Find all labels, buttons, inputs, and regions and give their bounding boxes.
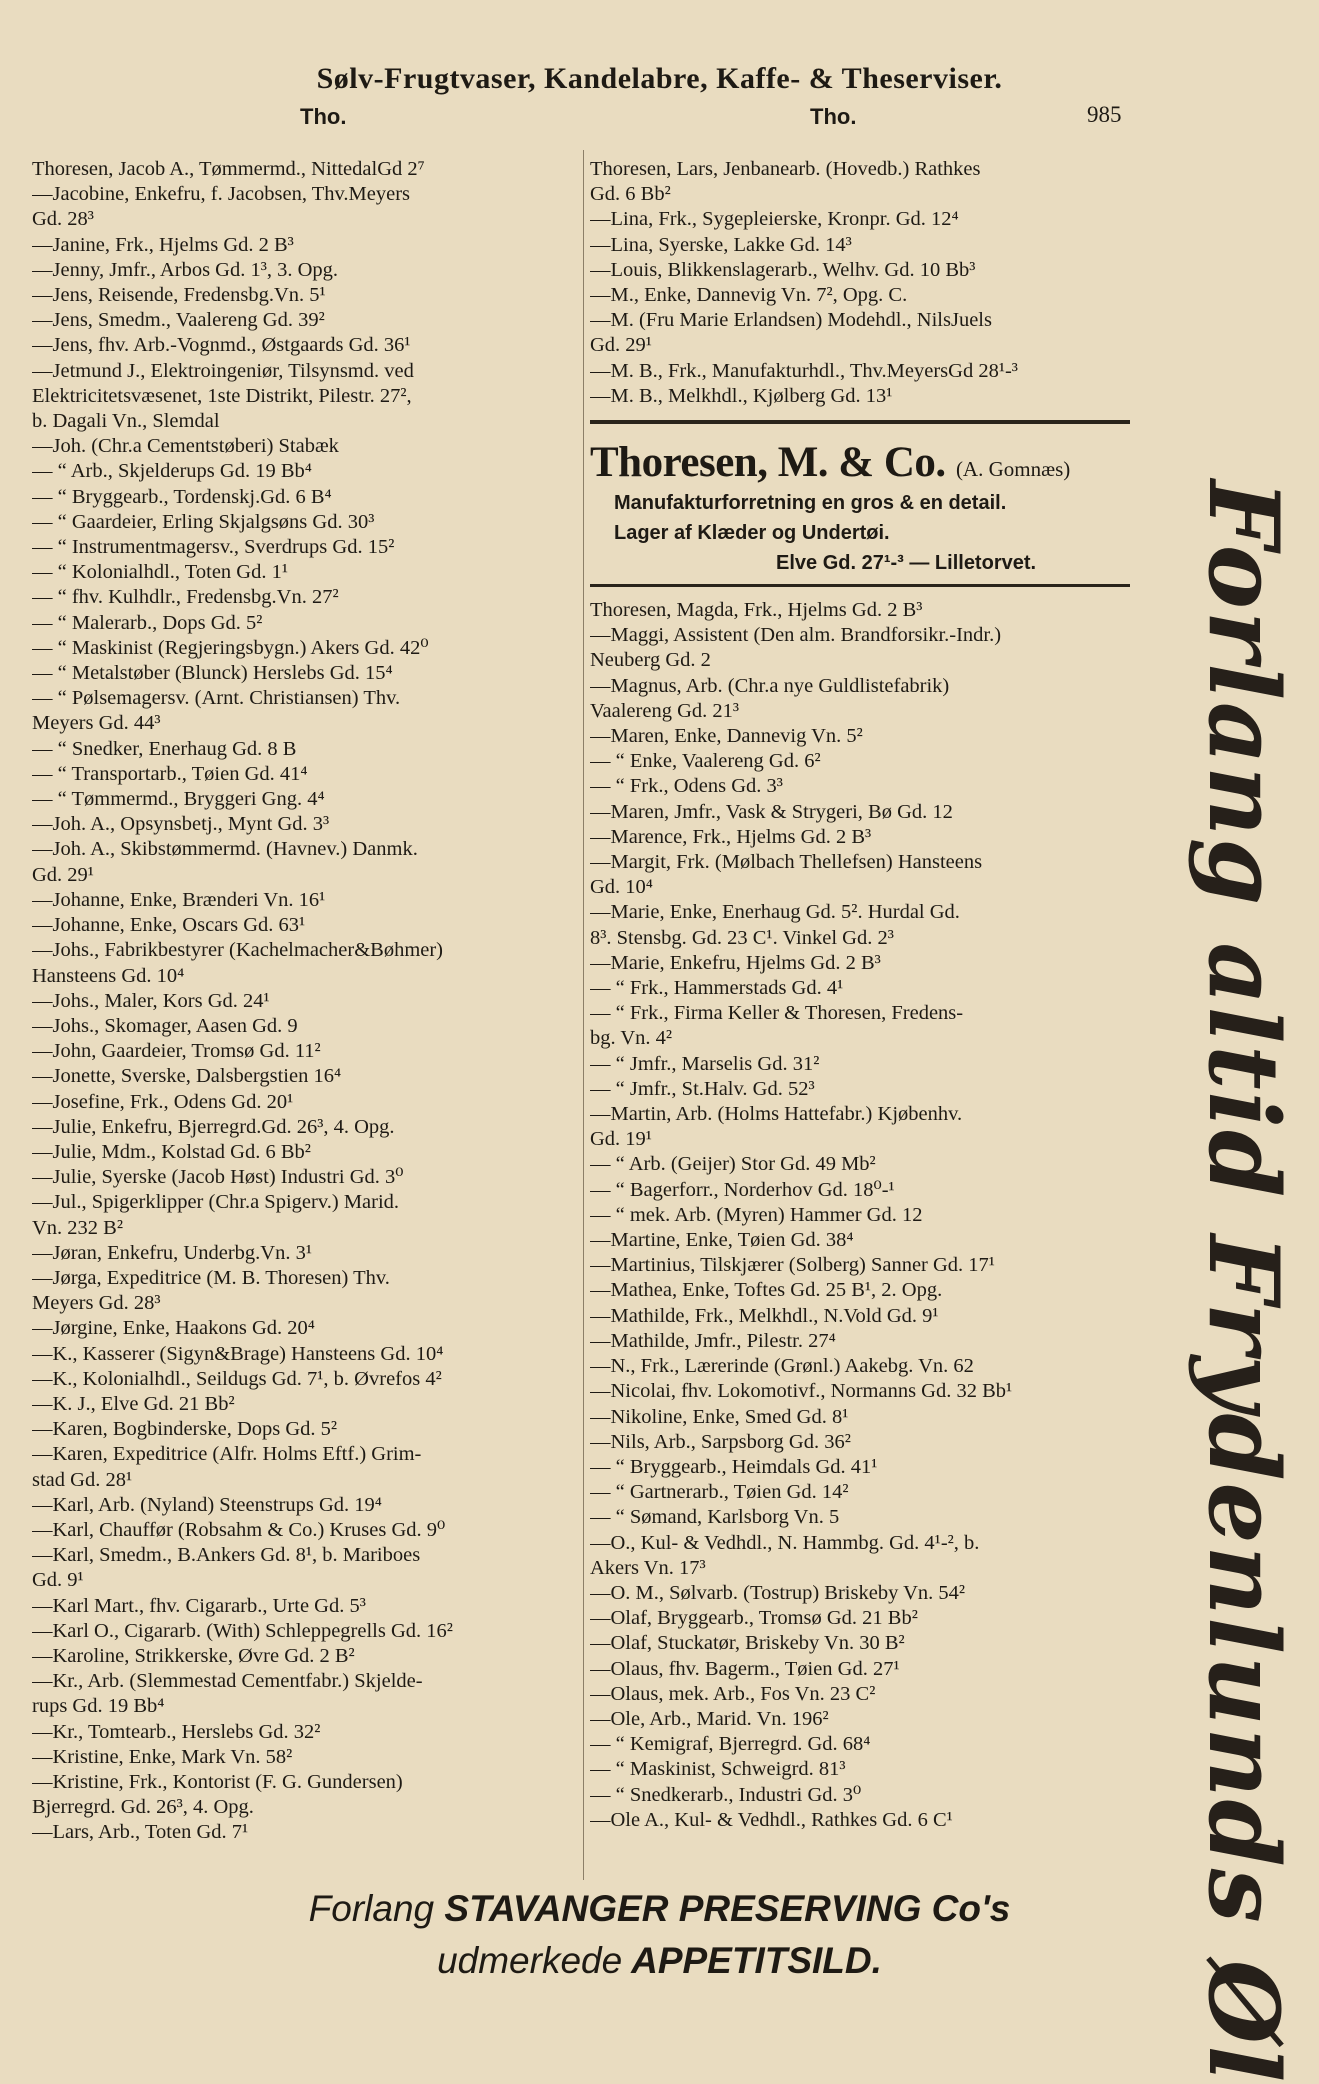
- directory-entry: Meyers Gd. 28³: [32, 1292, 161, 1315]
- directory-entry: — “ Arb., Skjelderups Gd. 19 Bb⁴: [32, 460, 312, 483]
- directory-entry: —Karl, Smedm., B.Ankers Gd. 8¹, b. Mariboes: [32, 1544, 421, 1567]
- directory-entry: Thoresen, Lars, Jenbanearb. (Hovedb.) Rathkes: [590, 158, 981, 180]
- directory-entry: — “ Jmfr., St.Halv. Gd. 52³: [590, 1077, 815, 1100]
- directory-entry: —Kr., Tomtearb., Herslebs Gd. 32²: [32, 1720, 321, 1743]
- directory-entry: —Jørga, Expeditrice (M. B. Thoresen) Thv.: [32, 1266, 390, 1289]
- directory-entry: — “ Metalstøber (Blunck) Herslebs Gd. 15⁴: [32, 662, 393, 685]
- left-column-entries: [32, 157, 580, 1846]
- directory-entry: —Johs., Fabrikbestyrer (Kachelmacher&Bøhmer): [32, 939, 444, 962]
- directory-entry: Gd. 6 Bb²: [590, 183, 671, 206]
- directory-entry: —O. M., Sølvarb. (Tostrup) Briskeby Vn. 54²: [590, 1581, 966, 1604]
- directory-entry: Neuberg Gd. 2: [590, 649, 711, 672]
- directory-entry: —N., Frk., Lærerinde (Grønl.) Aakebg. Vn. 62: [590, 1355, 974, 1378]
- directory-entry: Bjerregrd. Gd. 26³, 4. Opg.: [32, 1796, 254, 1819]
- directory-entry: —K., Kasserer (Sigyn&Brage) Hansteens Gd. 10⁴: [32, 1342, 444, 1365]
- advert-top-rule: [590, 420, 1130, 424]
- directory-entry: —Nicolai, fhv. Lokomotivf., Normanns Gd. 32 Bb¹: [590, 1380, 1013, 1403]
- directory-entry: —Louis, Blikkenslagerarb., Welhv. Gd. 10 Bb³: [590, 258, 976, 281]
- directory-entry: —Jens, fhv. Arb.-Vognmd., Østgaards Gd. 36¹: [32, 334, 411, 357]
- directory-entry: — “ Malerarb., Dops Gd. 5²: [32, 611, 263, 634]
- directory-entry: — “ Bryggearb., Heimdals Gd. 41¹: [590, 1455, 878, 1478]
- directory-entry: — “ Jmfr., Marselis Gd. 31²: [590, 1052, 820, 1075]
- directory-entry: —M. B., Frk., Manufakturhdl., Thv.MeyersGd 28¹-³: [590, 359, 1018, 382]
- directory-entry: — “ Maskinist (Regjeringsbygn.) Akers Gd. 42⁰: [32, 636, 429, 659]
- directory-entry: —Jacobine, Enkefru, f. Jacobsen, Thv.Meyers: [32, 183, 410, 206]
- advert-owner: (A. Gomnæs): [955, 457, 1071, 481]
- directory-entry: — “ Frk., Hammerstads Gd. 4¹: [590, 977, 844, 1000]
- page-number: 985: [1087, 102, 1122, 127]
- directory-entry: —M. (Fru Marie Erlandsen) Modehdl., NilsJuels: [590, 309, 992, 332]
- directory-entry: —Karoline, Strikkerske, Øvre Gd. 2 B²: [32, 1644, 355, 1667]
- advert-firm-name: Thoresen, M. & Co. (A. Gomnæs): [590, 439, 1071, 486]
- directory-entry: —Olaf, Stuckatør, Briskeby Vn. 30 B²: [590, 1632, 905, 1655]
- directory-entry: —O., Kul- & Vedhdl., N. Hammbg. Gd. 4¹-², b.: [590, 1531, 980, 1554]
- directory-entry: Gd. 10⁴: [590, 876, 653, 899]
- directory-entry: —Jens, Smedm., Vaalereng Gd. 39²: [32, 309, 325, 332]
- directory-entry: —Margit, Frk. (Mølbach Thellefsen) Hansteens: [590, 851, 983, 874]
- directory-entry: — “ Pølsemagersv. (Arnt. Christiansen) Thv.: [32, 687, 401, 710]
- directory-entry: —Nikoline, Enke, Smed Gd. 8¹: [590, 1405, 849, 1428]
- directory-entry: —Jonette, Sverske, Dalsbergstien 16⁴: [32, 1065, 342, 1088]
- directory-entry: Hansteens Gd. 10⁴: [32, 964, 185, 987]
- directory-entry: —Joh. A., Opsynsbetj., Mynt Gd. 3³: [32, 813, 330, 836]
- directory-entry: —Jul., Spigerklipper (Chr.a Spigerv.) Marid.: [32, 1191, 400, 1214]
- directory-entry: —Mathilde, Jmfr., Pilestr. 27⁴: [590, 1329, 836, 1352]
- directory-entry: —Jørgine, Enke, Haakons Gd. 20⁴: [32, 1317, 315, 1340]
- advert-line-1: Manufakturforretning en gros & en detail.: [614, 492, 1007, 514]
- directory-entry: —Marie, Enkefru, Hjelms Gd. 2 B³: [590, 951, 881, 974]
- directory-entry: —M., Enke, Dannevig Vn. 7², Opg. C.: [590, 284, 908, 307]
- directory-entry: —Magnus, Arb. (Chr.a nye Guldlistefabrik): [590, 674, 950, 697]
- firm-advertisement: [590, 428, 1130, 578]
- advert-line-2: Lager af Klæder og Undertøi.: [614, 522, 890, 544]
- directory-entry: —Julie, Mdm., Kolstad Gd. 6 Bb²: [32, 1140, 311, 1163]
- directory-entry: Meyers Gd. 44³: [32, 712, 161, 735]
- directory-entry: — “ Frk., Firma Keller & Thoresen, Fredens-: [590, 1002, 964, 1025]
- directory-entry: — “ Snedkerarb., Industri Gd. 3⁰: [590, 1783, 862, 1806]
- directory-entry: Thoresen, Jacob A., Tømmermd., NittedalGd 2⁷: [32, 158, 425, 180]
- directory-entry: —Maren, Jmfr., Vask & Strygeri, Bø Gd. 12: [590, 800, 953, 823]
- directory-entry: —Jetmund J., Elektroingeniør, Tilsynsmd. ved: [32, 359, 414, 382]
- directory-entry: Gd. 9¹: [32, 1569, 84, 1592]
- directory-entry: —Ole A., Kul- & Vedhdl., Rathkes Gd. 6 C¹: [590, 1808, 953, 1831]
- directory-entry: — “ Tømmermd., Bryggeri Gng. 4⁴: [32, 788, 325, 811]
- right-column-head: Tho.: [810, 104, 857, 129]
- directory-entry: —Ole, Arb., Marid. Vn. 196²: [590, 1707, 829, 1730]
- directory-entry: —Julie, Syerske (Jacob Høst) Industri Gd. 3⁰: [32, 1166, 404, 1189]
- right-column-entries-bottom: [590, 598, 1130, 1833]
- directory-entry: —Mathea, Enke, Toftes Gd. 25 B¹, 2. Opg.: [590, 1279, 943, 1302]
- directory-entry: —Karen, Expeditrice (Alfr. Holms Eftf.) Grim-: [32, 1443, 422, 1466]
- directory-entry: stad Gd. 28¹: [32, 1468, 133, 1491]
- directory-entry: —Kristine, Frk., Kontorist (F. G. Gundersen): [32, 1771, 403, 1793]
- directory-entry: —Karl Mart., fhv. Cigararb., Urte Gd. 5³: [32, 1594, 366, 1617]
- directory-entry: —Karen, Bogbinderske, Dops Gd. 5²: [32, 1418, 338, 1441]
- directory-entry: —Karl O., Cigararb. (With) Schleppegrells Gd. 16²: [32, 1619, 453, 1642]
- directory-entry: — “ Instrumentmagersv., Sverdrups Gd. 15²: [32, 536, 395, 559]
- directory-entry: Gd. 29¹: [590, 334, 652, 357]
- directory-entry: —Martin, Arb. (Holms Hattefabr.) Kjøbenhv.: [590, 1103, 963, 1126]
- directory-entry: —Marence, Frk., Hjelms Gd. 2 B³: [590, 825, 872, 848]
- directory-entry: — “ Arb. (Geijer) Stor Gd. 49 Mb²: [590, 1153, 876, 1176]
- left-column-head: Tho.: [300, 104, 347, 129]
- directory-entry: —Josefine, Frk., Odens Gd. 20¹: [32, 1090, 294, 1113]
- page-banner: Sølv-Frugtvaser, Kandelabre, Kaffe- & Theserviser.: [316, 62, 1003, 95]
- directory-entry: —Lars, Arb., Toten Gd. 7¹: [32, 1821, 249, 1844]
- directory-entry: —Olaus, fhv. Bagerm., Tøien Gd. 27¹: [590, 1657, 900, 1680]
- directory-entry: Vaalereng Gd. 21³: [590, 699, 740, 722]
- directory-entry: —Karl, Chauffør (Robsahm & Co.) Kruses Gd. 9⁰: [32, 1518, 446, 1541]
- directory-entry: bg. Vn. 4²: [590, 1027, 673, 1050]
- directory-entry: —Johanne, Enke, Oscars Gd. 63¹: [32, 914, 306, 937]
- directory-entry: — “ Enke, Vaalereng Gd. 6²: [590, 750, 821, 773]
- column-divider: [583, 150, 584, 1880]
- bottom-advert-line-2: udmerkede APPETITSILD.: [437, 1940, 882, 1981]
- directory-entry: —Jens, Reisende, Fredensbg.Vn. 5¹: [32, 284, 326, 307]
- directory-entry: Elektricitetsvæsenet, 1ste Distrikt, Pilestr. 27²,: [32, 384, 412, 407]
- directory-entry: —Maggi, Assistent (Den alm. Brandforsikr.-Indr.): [590, 624, 1002, 647]
- directory-entry: —Nils, Arb., Sarpsborg Gd. 36²: [590, 1430, 851, 1453]
- directory-entry: Akers Vn. 17³: [590, 1556, 706, 1579]
- directory-entry: —Jøran, Enkefru, Underbg.Vn. 3¹: [32, 1241, 312, 1264]
- directory-entry: Vn. 232 B²: [32, 1216, 123, 1239]
- advert-line-3: Elve Gd. 27¹-³ — Lilletorvet.: [776, 552, 1037, 574]
- directory-entry: Thoresen, Magda, Frk., Hjelms Gd. 2 B³: [590, 599, 923, 621]
- directory-entry: —Lina, Syerske, Lakke Gd. 14³: [590, 233, 852, 256]
- directory-entry: Gd. 28³: [32, 208, 94, 231]
- directory-entry: — “ Bryggearb., Tordenskj.Gd. 6 B⁴: [32, 485, 332, 508]
- directory-entry: Gd. 29¹: [32, 863, 94, 886]
- directory-entry: —Mathilde, Frk., Melkhdl., N.Vold Gd. 9¹: [590, 1304, 939, 1327]
- bottom-advert-line-1: Forlang STAVANGER PRESERVING Co's: [308, 1888, 1011, 1929]
- directory-entry: — “ Maskinist, Schweigrd. 81³: [590, 1758, 846, 1781]
- directory-entry: — “ Bagerforr., Norderhov Gd. 18⁰-¹: [590, 1178, 895, 1201]
- directory-entry: — “ Frk., Odens Gd. 3³: [590, 775, 783, 798]
- directory-entry: —Joh. A., Skibstømmermd. (Havnev.) Danmk.: [32, 838, 418, 861]
- directory-entry: —Julie, Enkefru, Bjerregrd.Gd. 26³, 4. Opg.: [32, 1115, 395, 1138]
- directory-entry: —Johanne, Enke, Brænderi Vn. 16¹: [32, 888, 326, 911]
- directory-entry: —Joh. (Chr.a Cementstøberi) Stabæk: [32, 435, 339, 458]
- directory-entry: —Johs., Maler, Kors Gd. 24¹: [32, 989, 270, 1012]
- directory-entry: —Martinius, Tilskjærer (Solberg) Sanner Gd. 17¹: [590, 1254, 995, 1277]
- directory-entry: —John, Gaardeier, Tromsø Gd. 11²: [32, 1040, 321, 1063]
- directory-entry: —Janine, Frk., Hjelms Gd. 2 B³: [32, 233, 294, 256]
- directory-entry: b. Dagali Vn., Slemdal: [32, 410, 220, 433]
- directory-entry: — “ fhv. Kulhdlr., Fredensbg.Vn. 27²: [32, 586, 339, 609]
- directory-entry: —Olaf, Bryggearb., Tromsø Gd. 21 Bb²: [590, 1607, 918, 1630]
- directory-entry: —Maren, Enke, Dannevig Vn. 5²: [590, 725, 863, 748]
- directory-entry: —M. B., Melkhdl., Kjølberg Gd. 13¹: [590, 384, 893, 407]
- directory-entry: —Kr., Arb. (Slemmestad Cementfabr.) Skjelde-: [32, 1670, 423, 1693]
- directory-entry: — “ Gartnerarb., Tøien Gd. 14²: [590, 1481, 849, 1504]
- directory-entry: — “ Gaardeier, Erling Skjalgsøns Gd. 30³: [32, 510, 375, 533]
- directory-entry: — “ mek. Arb. (Myren) Hammer Gd. 12: [590, 1203, 923, 1226]
- directory-entry: —K., Kolonialhdl., Seildugs Gd. 7¹, b. Øvrefos 4²: [32, 1367, 442, 1390]
- directory-entry: 8³. Stensbg. Gd. 23 C¹. Vinkel Gd. 2³: [590, 926, 894, 949]
- directory-entry: Gd. 19¹: [590, 1128, 652, 1151]
- directory-entry: —Marie, Enke, Enerhaug Gd. 5². Hurdal Gd.: [590, 901, 960, 924]
- directory-entry: —K. J., Elve Gd. 21 Bb²: [32, 1392, 235, 1415]
- directory-entry: — “ Kolonialhdl., Toten Gd. 1¹: [32, 561, 288, 584]
- directory-entry: —Lina, Frk., Sygepleierske, Kronpr. Gd. 12⁴: [590, 208, 959, 231]
- directory-entry: —Martine, Enke, Tøien Gd. 38⁴: [590, 1229, 854, 1252]
- vertical-beer-advert: Forlang altid Frydenlunds Øl: [1187, 480, 1300, 2084]
- directory-entry: —Kristine, Enke, Mark Vn. 58²: [32, 1745, 293, 1768]
- directory-entry: —Olaus, mek. Arb., Fos Vn. 23 C²: [590, 1682, 876, 1705]
- directory-entry: — “ Transportarb., Tøien Gd. 41⁴: [32, 762, 308, 785]
- advert-bottom-rule: [590, 584, 1130, 587]
- directory-entry: —Jenny, Jmfr., Arbos Gd. 1³, 3. Opg.: [32, 258, 339, 281]
- directory-entry: —Johs., Skomager, Aasen Gd. 9: [32, 1014, 298, 1037]
- directory-entry: — “ Sømand, Karlsborg Vn. 5: [590, 1506, 840, 1529]
- directory-entry: —Karl, Arb. (Nyland) Steenstrups Gd. 19⁴: [32, 1493, 382, 1516]
- right-column-entries-top: [590, 157, 1130, 409]
- directory-entry: — “ Kemigraf, Bjerregrd. Gd. 68⁴: [590, 1733, 871, 1756]
- directory-entry: — “ Snedker, Enerhaug Gd. 8 B: [32, 737, 297, 760]
- directory-entry: rups Gd. 19 Bb⁴: [32, 1695, 165, 1718]
